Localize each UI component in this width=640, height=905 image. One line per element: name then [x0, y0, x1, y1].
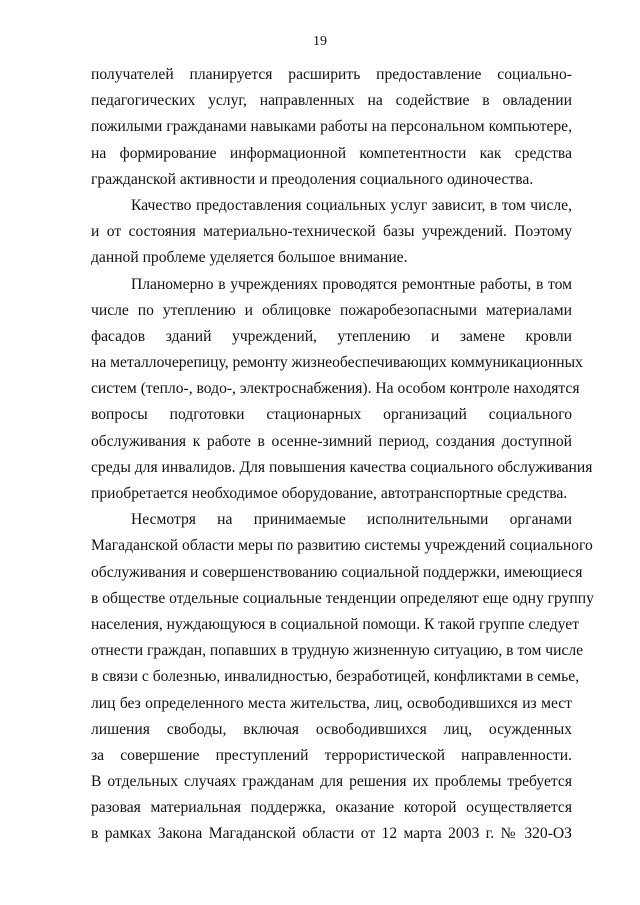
text-line: систем (тепло-, водо-, электроснабжения). На особом контроле находятся — [91, 380, 580, 398]
text-line: числе по утеплению и облицовке пожаробезопасными материалами — [91, 301, 572, 319]
paragraph — [91, 272, 593, 508]
text-line: обслуживания к работе в осенне-зимний период, создания доступной — [91, 432, 572, 450]
text-line: Магаданской области меры по развитию системы учреждений социального — [91, 537, 593, 555]
text-line: В отдельных случаях гражданам для решения их проблемы требуется — [91, 773, 572, 791]
text-line: получателей планируется расширить предоставление социально- — [91, 66, 572, 83]
text-line: вопросы подготовки стационарных организаций социального — [91, 406, 572, 424]
text-line: Несмотря на принимаемые исполнительными органами — [131, 511, 572, 529]
text-line: разовая материальная поддержка, оказание которой осуществляется — [91, 799, 572, 817]
paragraph — [91, 62, 572, 193]
text-line: населения, нуждающуюся в социальной помощи. К такой группе следует — [91, 615, 580, 633]
text-line: приобретается необходимое оборудование, автотранспортные средства. — [91, 485, 568, 502]
text-line: и от состояния материально-технической базы учреждений. Поэтому — [91, 223, 572, 241]
text-line: за совершение преступлений террористической направленности. — [91, 746, 572, 764]
page-number: 19 — [313, 34, 327, 49]
document-body — [91, 62, 594, 848]
text-line: лиц без определенного места жительства, лиц, освободившихся из мест — [91, 694, 572, 712]
text-line: педагогических услуг, направленных на содействие в овладении — [91, 92, 572, 110]
text-line: лишения свободы, включая освободившихся лиц, осужденных — [91, 720, 572, 738]
text-line: фасадов зданий учреждений, утеплению и замене кровли — [91, 327, 572, 345]
paragraph — [91, 193, 572, 272]
text-line: на металлочерепицу, ремонту жизнеобеспечивающих коммуникационных — [91, 354, 583, 372]
text-line: отнести граждан, попавших в трудную жизненную ситуацию, в том числе — [91, 642, 584, 660]
text-line: на формирование информационной компетентности как средства — [91, 144, 572, 162]
text-line: обслуживания и совершенствованию социальной поддержки, имеющиеся — [91, 563, 583, 581]
paragraph — [91, 507, 594, 847]
text-line: Планомерно в учреждениях проводятся ремонтные работы, в том — [131, 275, 572, 293]
text-line: Качество предоставления социальных услуг зависит, в том числе, — [131, 196, 572, 214]
text-line: данной проблеме уделяется большое внимание. — [91, 249, 408, 267]
text-line: в обществе отдельные социальные тенденции определяют еще одну группу — [91, 589, 594, 607]
text-line: гражданской активности и преодоления социального одиночества. — [91, 170, 534, 188]
text-line: пожилыми гражданами навыками работы на персональном компьютере, — [91, 118, 572, 136]
text-line: в рамках Закона Магаданской области от 12 марта 2003 г. № 320-ОЗ — [91, 825, 572, 843]
text-line: в связи с болезнью, инвалидностью, безработицей, конфликтами в семье, — [91, 668, 580, 686]
text-line: среды для инвалидов. Для повышения качества социального обслуживания — [91, 458, 593, 476]
